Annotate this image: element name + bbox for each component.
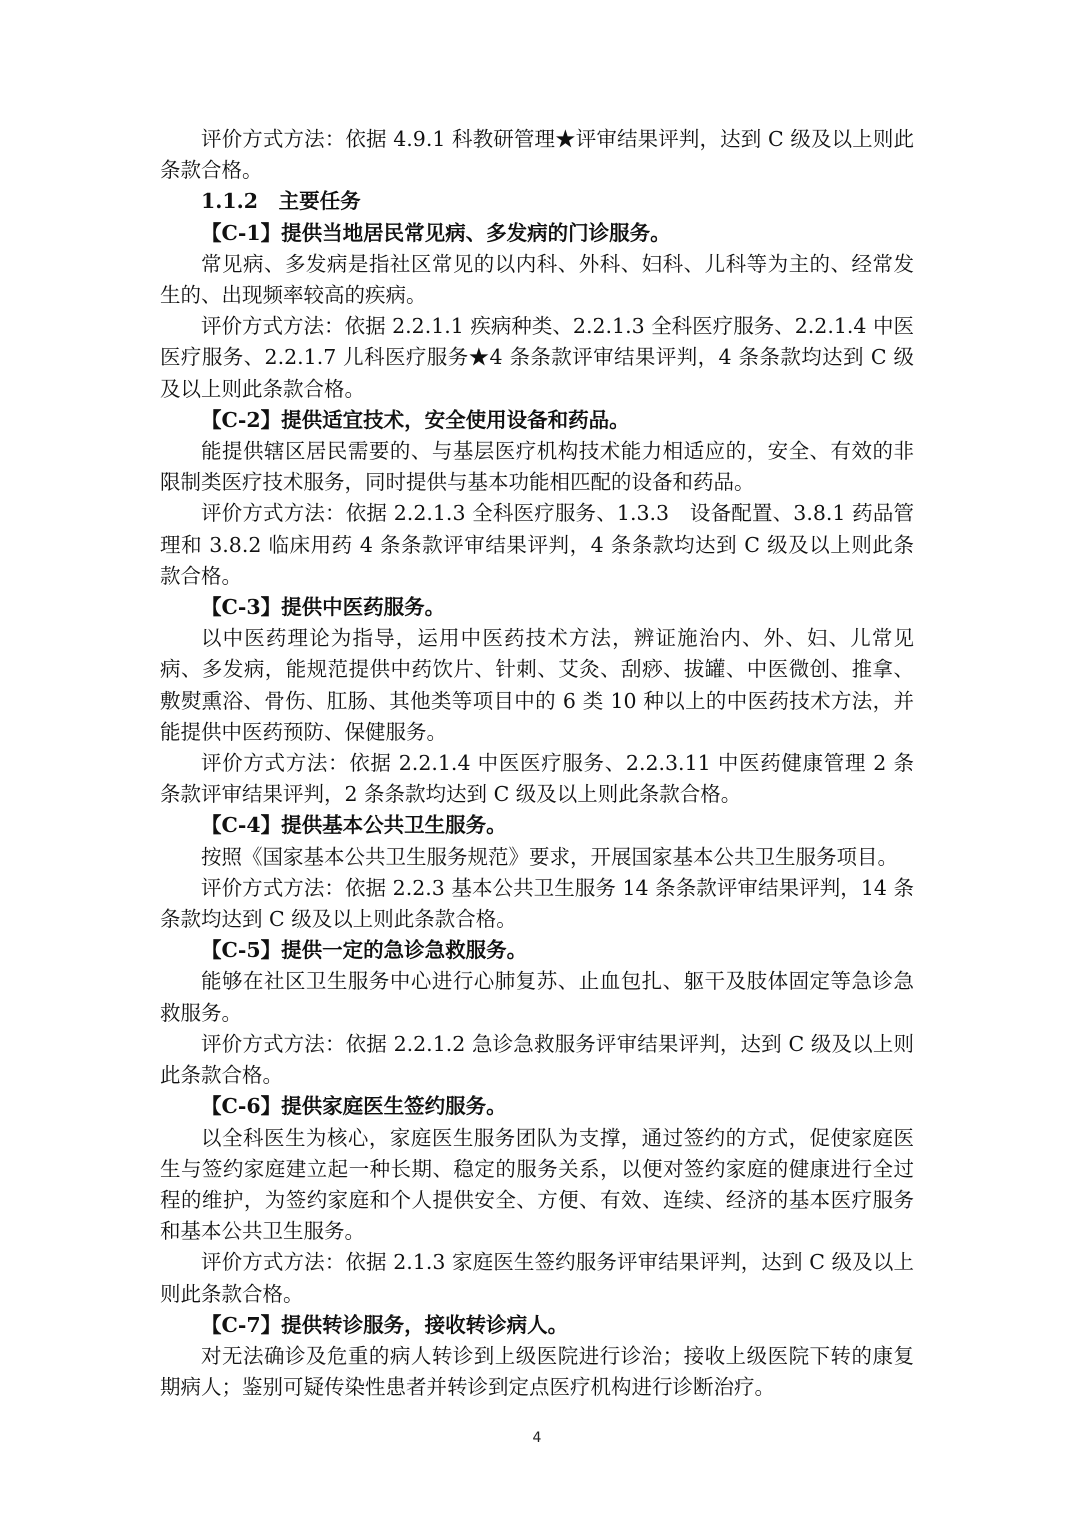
evaluation-paragraph: 评价方式方法：依据 4.9.1 科教研管理★评审结果评判，达到 C 级及以上则此条款合格。 [160,127,914,183]
page-number: 4 [532,1430,542,1446]
clause-heading-c5: 【C-5】提供一定的急诊急救服务。 [201,938,528,963]
evaluation-paragraph: 评价方式方法：依据 2.2.1.3 全科医疗服务、1.3.3 设备配置、3.8.1 药品管理和 3.8.2 临床用药 4 条条款评审结果评判，4 条条款均达到 C 级及以上则此条款合格。 [160,501,914,588]
clause-heading-c3: 【C-3】提供中医药服务。 [201,595,446,620]
evaluation-paragraph: 评价方式方法：依据 2.2.1.1 疾病种类、2.2.1.3 全科医疗服务、2.2.1.4 中医医疗服务、2.2.1.7 儿科医疗服务★4 条条款评审结果评判，4 条条款均达到 C 级及以上则此条款合格。 [160,314,914,401]
section-heading-main-tasks: 1.1.2 主要任务 [201,189,361,214]
clause-description: 对无法确诊及危重的病人转诊到上级医院进行诊治；接收上级医院下转的康复期病人；鉴别可疑传染性患者并转诊到定点医疗机构进行诊断治疗。 [160,1343,914,1400]
clause-description: 以全科医生为核心，家庭医生服务团队为支撑，通过签约的方式，促使家庭医生与签约家庭建立起一种长期、稳定的服务关系，以便对签约家庭的健康进行全过程的维护，为签约家庭和个人提供安全、方便、有效、连续、经济的基本医疗服务和基本公共卫生服务。 [160,1125,914,1244]
evaluation-paragraph: 评价方式方法：依据 2.2.1.4 中医医疗服务、2.2.3.11 中医药健康管理 2 条条款评审结果评判，2 条条款均达到 C 级及以上则此条款合格。 [160,751,914,807]
clause-heading-c1: 【C-1】提供当地居民常见病、多发病的门诊服务。 [201,220,671,245]
clause-heading-c6: 【C-6】提供家庭医生签约服务。 [201,1094,507,1119]
document-body [160,124,914,1403]
clause-description: 常见病、多发病是指社区常见的以内科、外科、妇科、儿科等为主的、经常发生的、出现频率较高的疾病。 [160,251,914,308]
clause-description: 能提供辖区居民需要的、与基层医疗机构技术能力相适应的，安全、有效的非限制类医疗技术服务，同时提供与基本功能相匹配的设备和药品。 [160,439,914,495]
evaluation-paragraph: 评价方式方法：依据 2.1.3 家庭医生签约服务评审结果评判，达到 C 级及以上则此条款合格。 [160,1250,914,1306]
clause-heading-c2: 【C-2】提供适宜技术，安全使用设备和药品。 [201,407,630,432]
evaluation-paragraph: 评价方式方法：依据 2.2.3 基本公共卫生服务 14 条条款评审结果评判，14 条条款均达到 C 级及以上则此条款合格。 [160,875,914,932]
clause-description: 按照《国家基本公共卫生服务规范》要求，开展国家基本公共卫生服务项目。 [201,844,898,869]
clause-heading-c7: 【C-7】提供转诊服务，接收转诊病人。 [201,1312,569,1337]
evaluation-paragraph: 评价方式方法：依据 2.2.1.2 急诊急救服务评审结果评判，达到 C 级及以上则此条款合格。 [160,1031,914,1088]
clause-description: 能够在社区卫生服务中心进行心肺复苏、止血包扎、躯干及肢体固定等急诊急救服务。 [160,969,914,1025]
clause-description: 以中医药理论为指导，运用中医药技术方法，辨证施治内、外、妇、儿常见病、多发病，能规范提供中药饮片、针刺、艾灸、刮痧、拔罐、中医微创、推拿、敷熨熏浴、骨伤、肛肠、其他类等项目中的 6 类 10 种以上的中医药技术方法，并能提供中医药预防、保健服务。 [160,626,914,744]
clause-heading-c4: 【C-4】提供基本公共卫生服务。 [201,813,507,838]
